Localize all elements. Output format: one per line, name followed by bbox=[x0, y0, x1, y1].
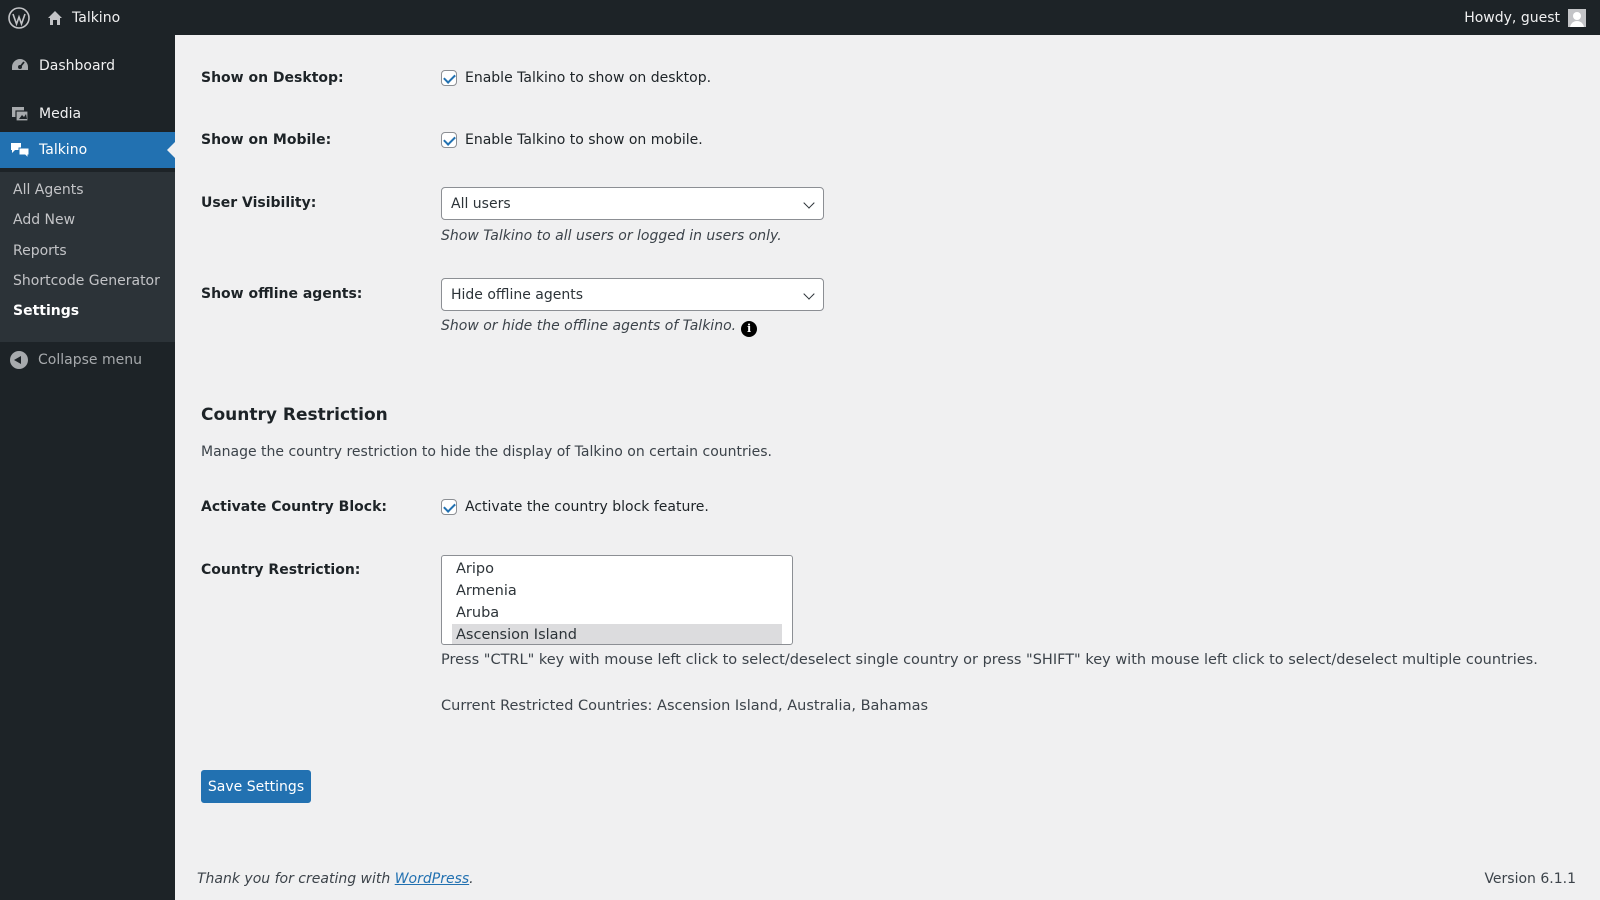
sidebar-item-label: Media bbox=[39, 106, 82, 122]
footer-suffix: . bbox=[469, 871, 474, 887]
chevron-down-icon bbox=[803, 288, 814, 299]
offline-agents-description bbox=[441, 318, 757, 337]
collapse-arrow-icon bbox=[10, 351, 28, 369]
show-desktop-checkbox[interactable] bbox=[441, 70, 457, 86]
country-option-selected[interactable]: Ascension Island bbox=[452, 624, 782, 645]
user-visibility-select[interactable] bbox=[441, 187, 824, 220]
country-restriction-heading: Country Restriction bbox=[201, 405, 388, 425]
submenu-item-reports[interactable]: Reports bbox=[13, 243, 67, 259]
chevron-down-icon bbox=[803, 197, 814, 208]
chat-icon bbox=[10, 140, 30, 160]
show-mobile-label: Show on Mobile: bbox=[201, 132, 332, 148]
sidebar-item-dashboard[interactable] bbox=[0, 48, 175, 84]
user-visibility-label: User Visibility: bbox=[201, 195, 317, 211]
offline-agents-description-text: Show or hide the offline agents of Talkino. bbox=[441, 318, 737, 334]
collapse-menu-label: Collapse menu bbox=[38, 352, 142, 368]
footer-thanks bbox=[197, 871, 474, 887]
offline-agents-select[interactable] bbox=[441, 278, 824, 311]
show-mobile-text: Enable Talkino to show on mobile. bbox=[465, 132, 703, 148]
show-mobile-checkbox[interactable] bbox=[441, 132, 457, 148]
dashboard-icon bbox=[10, 56, 30, 76]
submenu-item-shortcode-generator[interactable]: Shortcode Generator bbox=[13, 273, 160, 289]
country-restriction-label: Country Restriction: bbox=[201, 562, 361, 578]
howdy-text: Howdy, guest bbox=[1464, 9, 1560, 26]
settings-content bbox=[175, 35, 1600, 900]
country-option[interactable]: Armenia bbox=[456, 583, 517, 599]
version-text: Version 6.1.1 bbox=[1484, 871, 1576, 887]
home-icon bbox=[46, 9, 64, 27]
country-block-checkbox[interactable] bbox=[441, 499, 457, 515]
site-name-link[interactable] bbox=[46, 9, 120, 27]
show-desktop-label: Show on Desktop: bbox=[201, 70, 344, 86]
account-menu[interactable] bbox=[1464, 0, 1586, 35]
sidebar-item-media[interactable] bbox=[0, 96, 175, 132]
admin-sidebar bbox=[0, 35, 175, 900]
country-option[interactable]: Aruba bbox=[456, 605, 500, 621]
submenu-item-add-new[interactable]: Add New bbox=[13, 212, 76, 228]
user-visibility-description: Show Talkino to all users or logged in users only. bbox=[441, 228, 782, 244]
offline-agents-value: Hide offline agents bbox=[451, 286, 584, 303]
country-help-text: Press "CTRL" key with mouse left click to select/deselect single country or press "SHIFT" key with mouse left click to select/deselect multiple countries. bbox=[441, 652, 1538, 668]
wordpress-link[interactable]: WordPress bbox=[394, 871, 470, 887]
talkino-submenu bbox=[0, 172, 175, 342]
sidebar-item-talkino[interactable] bbox=[0, 132, 175, 168]
site-name: Talkino bbox=[72, 9, 121, 26]
country-listbox[interactable] bbox=[441, 555, 793, 645]
current-restricted-countries: Current Restricted Countries: Ascension Island, Australia, Bahamas bbox=[441, 698, 929, 714]
country-block-label: Activate Country Block: bbox=[201, 499, 387, 515]
admin-bar bbox=[0, 0, 1600, 35]
avatar bbox=[1568, 9, 1586, 27]
submenu-item-settings[interactable]: Settings bbox=[13, 303, 80, 319]
show-desktop-text: Enable Talkino to show on desktop. bbox=[465, 70, 712, 86]
user-visibility-value: All users bbox=[451, 195, 511, 212]
sidebar-item-label: Dashboard bbox=[39, 58, 115, 74]
country-option[interactable]: Aripo bbox=[456, 561, 494, 577]
wordpress-logo-icon[interactable] bbox=[8, 7, 30, 29]
country-restriction-description: Manage the country restriction to hide the display of Talkino on certain countries. bbox=[201, 444, 773, 460]
footer-thanks-text: Thank you for creating with bbox=[197, 871, 395, 887]
submenu-item-all-agents[interactable]: All Agents bbox=[13, 182, 84, 198]
collapse-menu-button[interactable] bbox=[0, 342, 175, 378]
show-mobile-option[interactable] bbox=[441, 132, 703, 148]
offline-agents-label: Show offline agents: bbox=[201, 286, 363, 302]
country-block-option[interactable] bbox=[441, 499, 709, 515]
save-settings-button[interactable]: Save Settings bbox=[201, 770, 311, 803]
country-block-text: Activate the country block feature. bbox=[465, 499, 709, 515]
info-icon[interactable]: i bbox=[741, 321, 757, 337]
media-icon bbox=[10, 104, 30, 124]
sidebar-item-label: Talkino bbox=[39, 142, 88, 158]
show-desktop-option[interactable] bbox=[441, 70, 711, 86]
